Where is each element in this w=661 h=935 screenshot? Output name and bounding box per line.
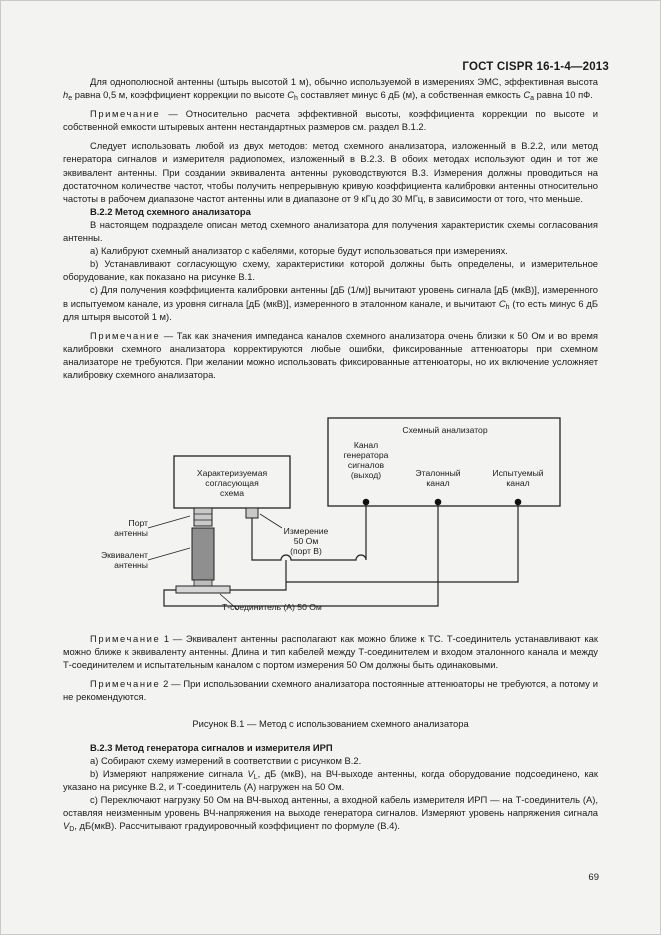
step-b23-c: c) Переключают нагрузку 50 Ом на ВЧ-выход антенны, а входной кабель измерителя ИРП — на Т-соединитель (А), оставляя неизменным уровень ВЧ-напряжения на выходе генератора сигналов. Измеряют уровень напряжения сигнала $V_D$, дБ(мкВ). Рассчитывают градуировочный коэффициент по формуле (В.4). bbox=[63, 793, 598, 834]
note-impedance: Примечание — Так как значения импеданса каналов схемного анализатора очень близки к 50 Ом и во время калибровки схемного анализатора корректируются любые ошибки, фиксированные аттенюаторы при схемном анализаторе не требуются. При желании можно использовать фиксированные аттенюаторы, но их включение усложняет калибровку схемного анализатора. bbox=[63, 329, 598, 380]
antenna-equivalent-label: Эквивалент антенны bbox=[100, 550, 148, 570]
paragraph-monopole: Для однополюсной антенны (штырь высотой 1 м), обычно используемой в измерениях ЭМС, эффективная высота $h_e$ равна 0,5 м, коэффициент коррекции по высоте $C_h$ составляет минус 6 дБ (м), а собственная емкость $C_a$ равна 10 пФ. bbox=[63, 76, 598, 103]
step-c: c) Для получения коэффициента калибровки антенны [дБ (1/м)] вычитают уровень сигнала [дБ (мкВ)], измеренного в испытуемом канале, из уровня сигнала [дБ (мкВ)], измеренного в эталонном канале, и вычитают $C_h$ (то есть минус 6 дБ для штыря высотой 1 м). bbox=[63, 284, 598, 322]
test-channel-label: Испытуемый канал bbox=[492, 468, 544, 488]
section-b22-intro: В настоящем подразделе описан метод схемного анализатора для получения характеристик схемы согласования антенны. bbox=[63, 218, 598, 244]
step-b23-a: a) Собирают схему измерений в соответствии с рисунком В.2. bbox=[90, 754, 362, 766]
note-1: Примечание 1 — Эквивалент антенны располагают как можно ближе к ТС. Т-соединитель устанавливают как можно ближе к эквиваленту антенны. Длина и тип кабелей между Т-соединителем и входом эталонного канала и между Т-соединителем и испытательным каналом с портом измерения 50 Ом должны быть одинаковыми. bbox=[63, 633, 598, 671]
section-b23-title: В.2.3 Метод генератора сигналов и измерителя ИРП bbox=[90, 741, 333, 753]
measurement-port-label: Измерение 50 Ом (порт В) bbox=[283, 526, 329, 556]
analyzer-title: Схемный анализатор bbox=[402, 425, 488, 435]
step-a: a) Калибруют схемный анализатор с кабелями, которые будут использоваться при измерениях. bbox=[90, 245, 508, 257]
measurement-port bbox=[246, 508, 258, 518]
dut-label: Характеризуемая согласующая схема bbox=[196, 468, 268, 498]
test-port-dot bbox=[515, 499, 522, 506]
diagram-lines bbox=[90, 410, 570, 620]
paragraph-methods: Следует использовать любой из двух методов: метод схемного анализатора, изложенный в В.2.2, или метод генератора сигналов и измерителя радиопомех, изложенный в В.2.3. В обоих методах используют один и тот же эквивалент антенны. При создании эквивалента антенны руководствуются В.3. Измерения должны проводиться на достаточном количестве частот, чтобы получить непрерывную кривую коэффициента калибровки антенны относительно частоты в рабочем диапазоне частот антенны или в диапазоне от 9 кГц до 30 МГц, в зависимости от того, что меньше. bbox=[63, 140, 598, 204]
reference-port-dot bbox=[435, 499, 442, 506]
section-b22-title: В.2.2 Метод схемного анализатора bbox=[90, 205, 251, 217]
body-text-bottom bbox=[63, 632, 598, 832]
step-b: b) Устанавливают согласующую схему, характеристики которой должны быть определены, и измерительное оборудование, как показано на рисунке В.1. bbox=[63, 258, 598, 283]
figure-caption: Рисунок В.1 — Метод с использованием схемного анализатора bbox=[192, 718, 469, 730]
tee-connector-label: Т-соединитель (А) 50 Ом bbox=[222, 602, 322, 612]
cable-test bbox=[230, 505, 518, 590]
note-2: Примечание 2 — При использовании схемного анализатора постоянные аттенюаторы не требуются, а потому и не рекомендуются. bbox=[63, 678, 598, 703]
antenna-equivalent-base bbox=[194, 580, 212, 586]
antenna-port-connector bbox=[194, 508, 212, 526]
generator-channel-label: Канал генератора сигналов (выход) bbox=[343, 440, 389, 480]
tee-connector bbox=[176, 586, 230, 593]
reference-channel-label: Эталонный канал bbox=[415, 468, 461, 488]
antenna-equivalent-body bbox=[192, 528, 214, 580]
antenna-port-label: Порт антенны bbox=[114, 518, 148, 538]
body-text-top bbox=[63, 75, 598, 381]
document-header: ГОСТ CISPR 16-1-4—2013 bbox=[462, 61, 609, 73]
step-b23-b: b) Измеряют напряжение сигнала $V_L$, дБ (мкВ), на ВЧ-выходе антенны, когда оборудование подсоединено, как указано на рисунке В.2, и Т-соединитель (А) нагружен на 50 Ом. bbox=[63, 767, 598, 792]
generator-port-dot bbox=[363, 499, 370, 506]
page-number: 69 bbox=[588, 872, 599, 883]
note-effective-height: Примечание — Относительно расчета эффективной высоты, коэффициента коррекции по высоте и собственной емкости штыревых антенн нестандартных размеров см. раздел В.1.2. bbox=[63, 108, 598, 133]
figure-b1-diagram bbox=[90, 410, 570, 620]
